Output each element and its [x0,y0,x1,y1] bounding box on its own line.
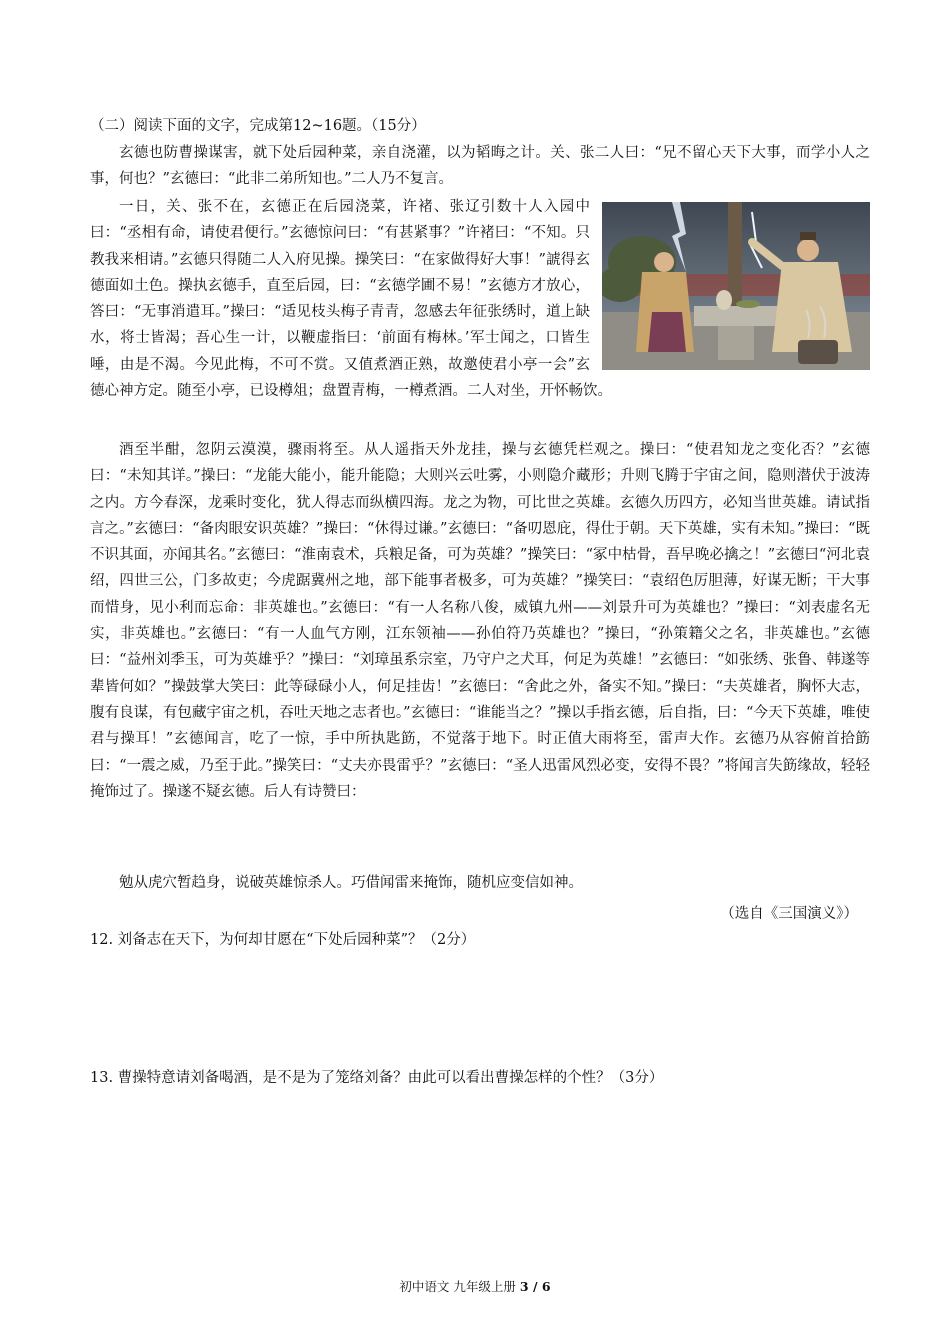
question-12: 12. 刘备志在天下，为何却甘愿在“下处后园种菜”？（2分） [90,932,476,948]
source-citation: （选自《三国演义》） [720,906,858,922]
illustration-cao-cao-liu-bei-drinking [602,202,870,370]
paragraph-1: 玄德也防曹操谋害，就下处后园种菜，亲自浇灌，以为韬晦之计。关、张二人曰：“兄不留心天下大事，而学小人之事，何也？”玄德曰：“此非二弟所知也。”二人乃不复言。 [90,145,870,188]
paragraph-2: 一日，关、张不在，玄德正在后园浇菜，许褚、张辽引数十人入园中曰：“丞相有命，请使君便行。”玄德惊问曰：“有甚紧事？”许褚曰：“不知。只教我来相请。”玄德只得随二人入府见操。操笑曰：“在家做得好大事！”諕得玄德面如土色。操执玄德手，直至后园，曰：“玄德学圃不易！”玄德方才放心，答曰：“无事消遣耳。”操曰：“适见枝头梅子青青，忽感去年征张绣时，道上缺水，将士皆渴；吾心生一计，以鞭虚指曰：‘前面有梅林。’军士闻之，口皆生唾，由是不渴。今见此梅，不可不赏。又值煮酒正熟，故邀使君小亭一会”玄德心神方定。随至小亭，已设樽俎；盘置青梅，一樽煮酒。二人对坐，开怀畅饮。 [90,199,612,400]
poem: 勉从虎穴暂趋身，说破英雄惊杀人。巧借闻雷来掩饰，随机应变信如神。 [119,875,583,891]
section-title: （二）阅读下面的文字，完成第12~16题。（15分） [90,118,426,134]
footer-label: 初中语文 九年级上册 [399,1279,516,1294]
question-13: 13. 曹操特意请刘备喝酒，是不是为了笼络刘备？由此可以看出曹操怎样的个性？（3分） [90,1070,664,1086]
page-number: 3 / 6 [519,1279,551,1294]
paragraph-3: 酒至半酣，忽阴云漠漠，骤雨将至。从人遥指天外龙挂，操与玄德凭栏观之。操曰：“使君知龙之变化否？”玄德曰：“未知其详。”操曰：“龙能大能小，能升能隐；大则兴云吐雾，小则隐介藏形；升则飞腾于宇宙之间，隐则潜伏于波涛之内。方今春深，龙乘时变化，犹人得志而纵横四海。龙之为物，可比世之英雄。玄德久历四方，必知当世英雄。请试指言之。”玄德曰：“备肉眼安识英雄？”操曰：“休得过谦。”玄德曰：“备叨恩庇，得仕于朝。天下英雄，实有未知。”操曰：“既不识其面，亦闻其名。”玄德曰：“淮南袁术，兵粮足备，可为英雄？”操笑曰：“冢中枯骨，吾早晚必擒之！”玄德曰“河北袁绍，四世三公，门多故吏；今虎踞冀州之地，部下能事者极多，可为英雄？”操笑曰：“袁绍色厉胆薄，好谋无断；干大事而惜身，见小利而忘命：非英雄也。”玄德曰：“有一人名称八俊，威镇九州——刘景升可为英雄也？”操曰：“刘表虚名无实，非英雄也。”玄德曰：“有一人血气方刚，江东领袖——孙伯符乃英雄也？”操曰，“孙策籍父之名，非英雄也。”玄德曰：“益州刘季玉，可为英雄乎？”操曰：“刘璋虽系宗室，乃守户之犬耳，何足为英雄！”玄德曰：“如张绣、张鲁、韩遂等辈皆何如？”操鼓掌大笑曰：此等碌碌小人，何足挂齿！”玄德曰：“舍此之外，备实不知。”操曰：“夫英雄者，胸怀大志，腹有良谋，有包藏宇宙之机，吞吐天地之志者也。”玄德曰：“谁能当之？”操以手指玄德，后自指，曰：“今天下英雄，唯使君与操耳！”玄德闻言，吃了一惊，手中所执匙筯，不觉落于地下。时正值大雨将至，雷声大作。玄德乃从容俯首拾筯曰：“一震之威，乃至于此。”操笑曰：“丈夫亦畏雷乎？”玄德曰：“圣人迅雷风烈必变，安得不畏？”将闻言失筯缘故，轻轻掩饰过了。操遂不疑玄德。后人有诗赞曰： [90,442,870,800]
plum-plate [736,300,760,308]
stone-table [694,306,778,326]
stone-table-leg [718,326,754,360]
page-footer [0,1278,950,1296]
paragraph-2-block [90,194,870,404]
wine-jar [716,290,732,310]
